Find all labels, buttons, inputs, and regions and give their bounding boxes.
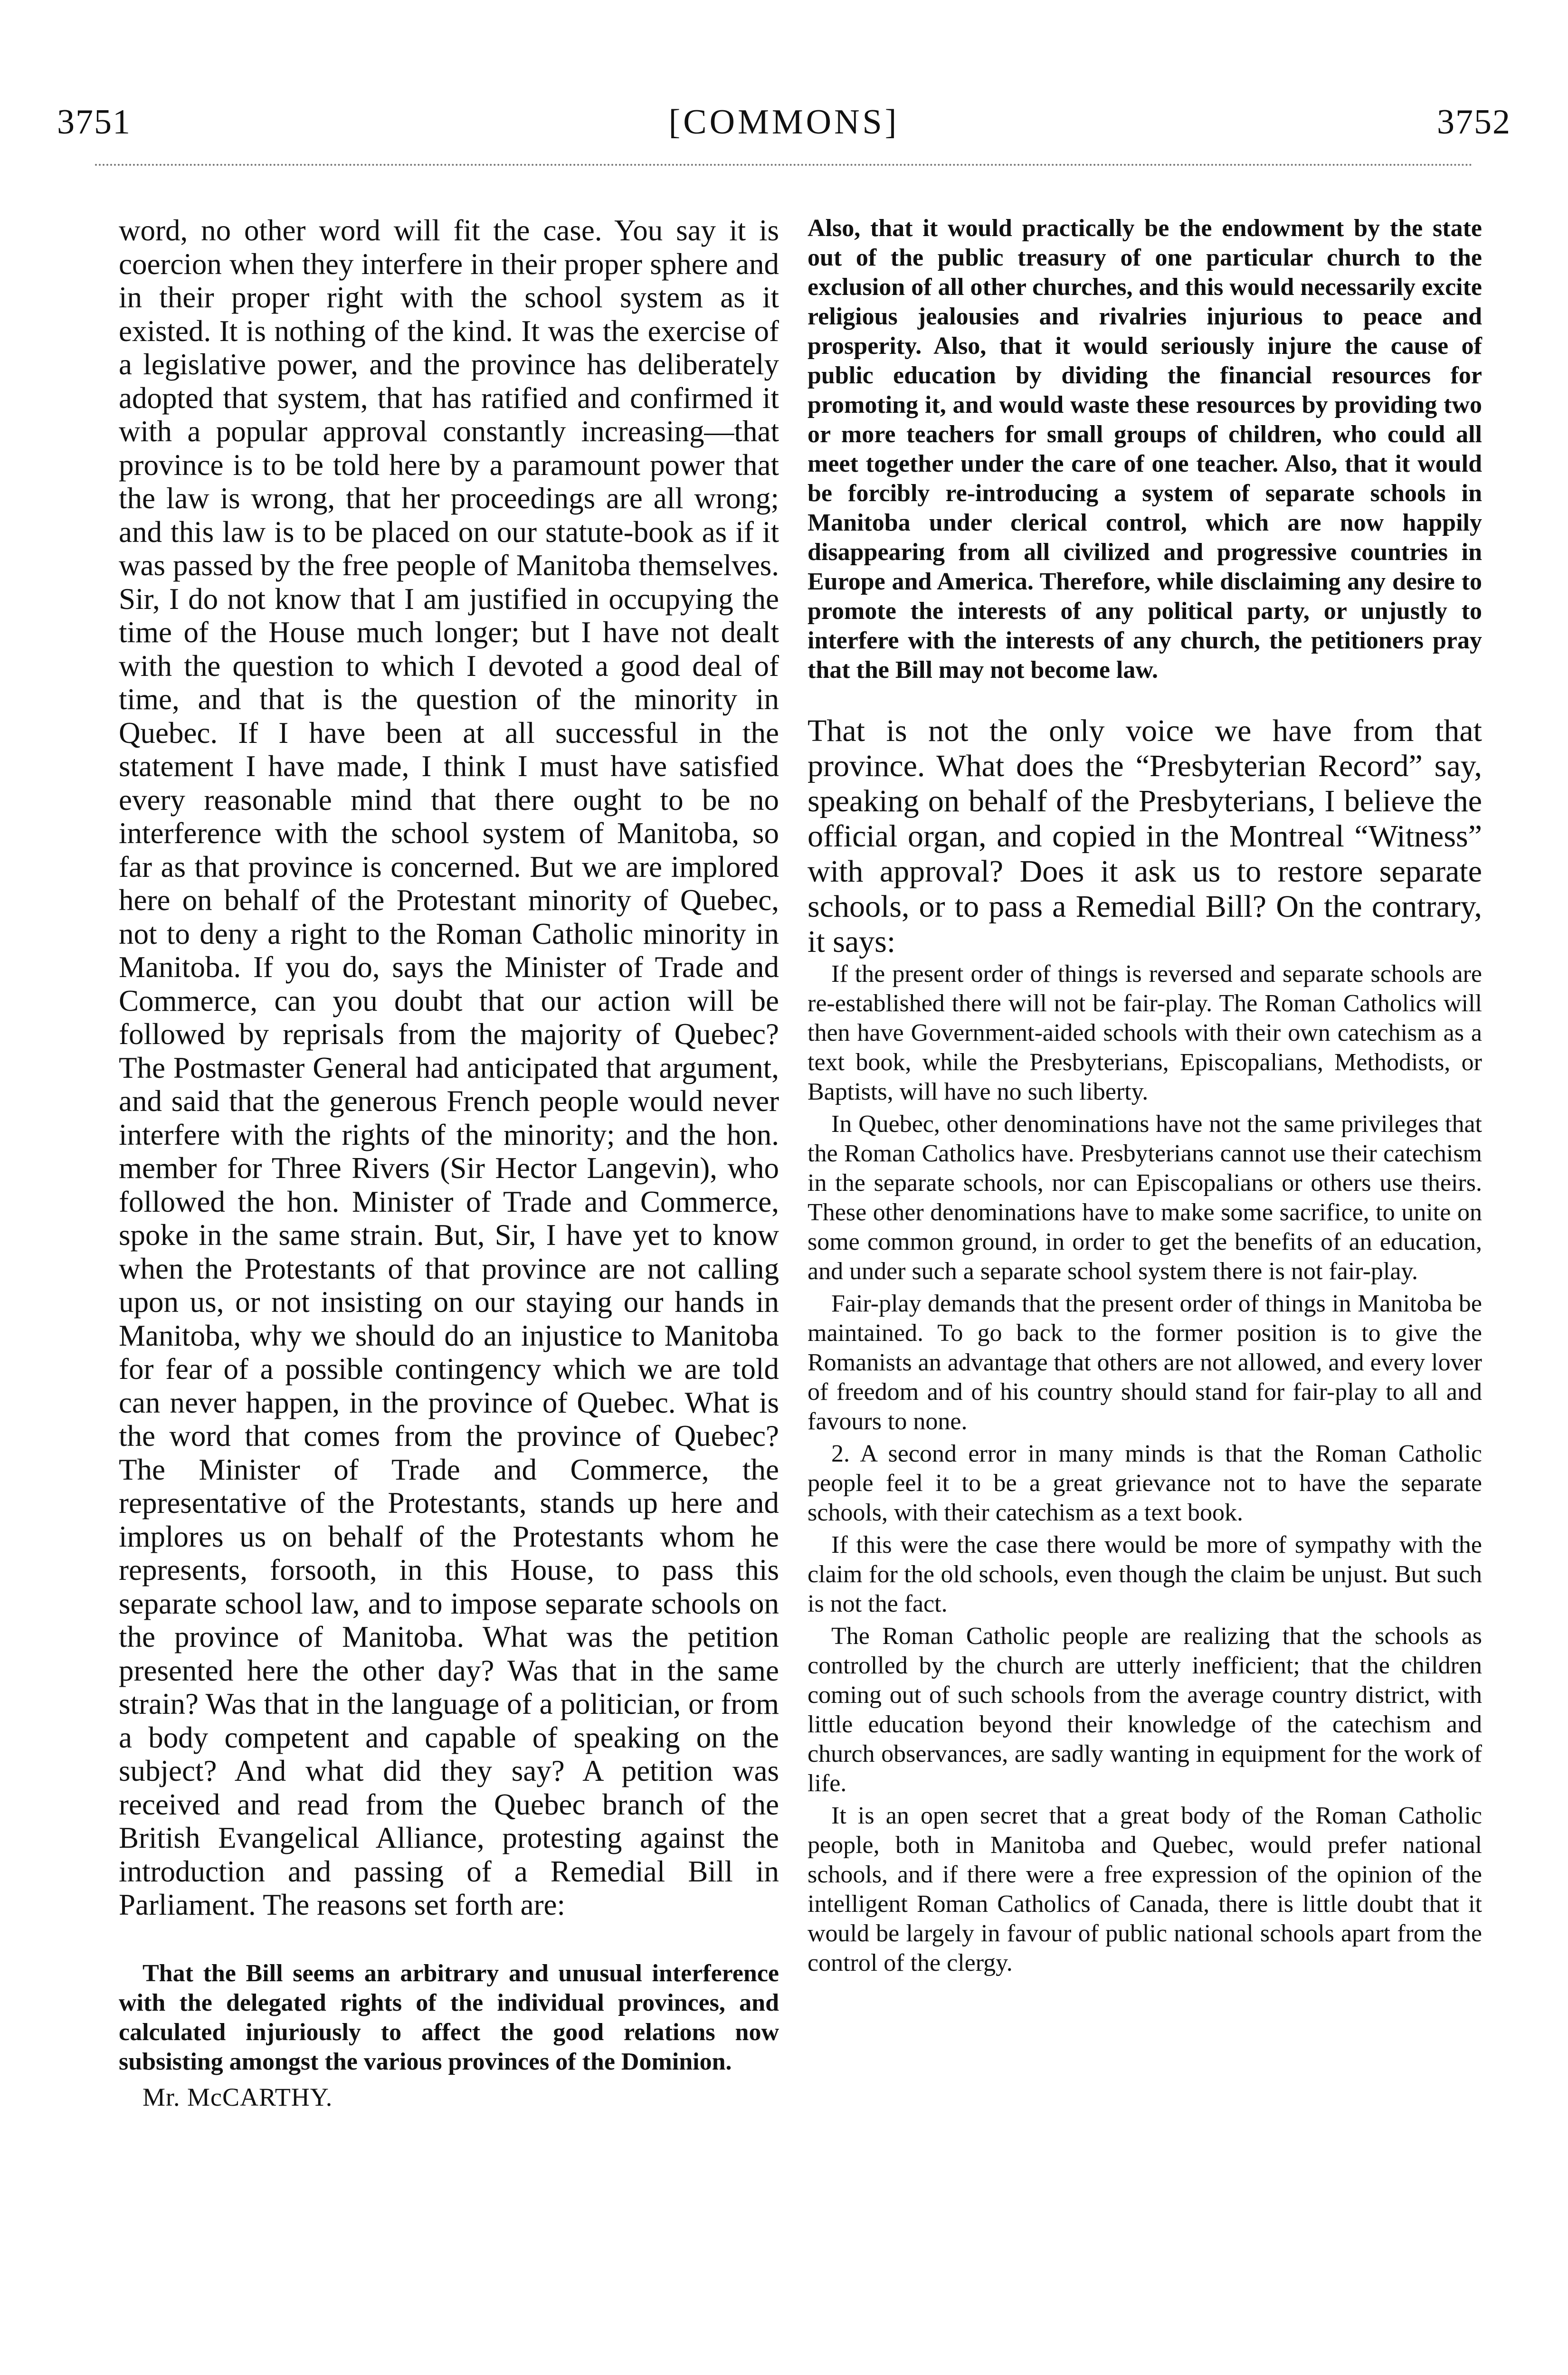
petition-quote-text: That the Bill seems an arbitrary and unusual interference with the delegated rights of the individual provinces, and calculated injuriously to affect the good relations now subsisting amongst the various provinces of the Dominion.: [119, 1959, 779, 2075]
speech-paragraph-right: That is not the only voice we have from that province. What does the “Presbyterian Record” say, speaking on behalf of the Presbyterians, I believe the official organ, and copied in the Montreal “Witness” with approval? Does it ask us to restore separate schools, or to pass a Remedial Bill? On the contrary, it says:: [808, 713, 1482, 959]
right-page-number: 3752: [1437, 103, 1511, 142]
speech-paragraph: word, no other word will fit the case. You say it is coercion when they interfere in their proper sphere and in their proper right with the school system as it existed. It is nothing of the kind. It was the exercise of a legislative power, and the province has deliberately adopted that system, that has ratified and confirmed it with a popular approval constantly increasing—that province is to be told here by a paramount power that the law is wrong, that her proceedings are all wrong; and this law is to be placed on our statute-book as if it was passed by the free people of Manitoba themselves. Sir, I do not know that I am justified in occupying the time of the House much longer; but I have not dealt with the question to which I devoted a good deal of time, and that is the question of the minority in Quebec. If I have been at all successful in the statement I have made, I think I must have satisfied every reasonable mind that there ought to be no interference with the school system of Manitoba, so far as that province is concerned. But we are implored here on behalf of the Protestant minority of Quebec, not to deny a right to the Roman Catholic minority in Manitoba. If you do, says the Minister of Trade and Commerce, can you doubt that our action will be followed by reprisals from the majority of Quebec? The Postmaster General had anticipated that argument, and said that the generous French people would never interfere with the rights of the minority; and the hon. member for Three Rivers (Sir Hector Langevin), who followed the hon. Minister of Trade and Commerce, spoke in the same strain. But, Sir, I have yet to know when the Protestants of that province are not calling upon us, or not insisting on our staying our hands in Manitoba, why we should do an injustice to Manitoba for fear of a possible contingency which we are told can never happen, in the province of Quebec. What is the word that comes from the province of Quebec? The Minister of Trade and Commerce, the representative of the Protestants, stands up here and implores us on behalf of the Protestants whom he represents, forsooth, in this House, to pass this separate school law, and to impose separate schools on the province of Manitoba. What was the petition presented here the other day? Was that in the same strain? Was that in the language of a politician, or from a body competent and capable of speaking on the subject? And what did they say? A petition was received and read from the Quebec branch of the British Evangelical Alliance, protesting against the introduction and passing of a Remedial Bill in Parliament. The reasons set forth are:: [119, 214, 779, 1921]
quote-paragraph: If this were the case there would be more of sympathy with the claim for the old schools, even though the claim be unjust. But such is not the fact.: [808, 1531, 1482, 1617]
right-column: [808, 214, 1482, 1981]
quote-paragraph: If the present order of things is reversed and separate schools are re-established there will not be fair-play. The Roman Catholics will then have Government-aided schools with their own catechism as a text book, while the Presbyterians, Episcopalians, Methodists, or Baptists, will have no such liberty.: [808, 960, 1482, 1105]
petition-quote-continued: [808, 214, 1482, 685]
petition-quote: [119, 1959, 779, 2077]
presbyterian-record-quote: [808, 960, 1482, 1978]
left-column: [119, 214, 779, 2114]
quote-paragraph: Fair-play demands that the present order of things in Manitoba be maintained. To go back to the former position is to give the Romanists an advantage that others are not allowed, and every lover of freedom and of his country should stand for fair-play to all and favours to none.: [808, 1290, 1482, 1435]
page-header: [43, 102, 1525, 159]
left-page-number: 3751: [57, 103, 131, 142]
quote-paragraph: In Quebec, other denominations have not the same privileges that the Roman Catholics have. Presbyterians cannot use their catechism in the separate schools, nor can Episcopalians or others use theirs. These other denominations have to make some sacrifice, to unite on some common ground, in order to get the benefits of an education, and under such a separate school system there is not fair-play.: [808, 1111, 1482, 1285]
quote-paragraph: 2. A second error in many minds is that the Roman Catholic people feel it to be a great grievance not to have the separate schools, with their catechism as a text book.: [808, 1440, 1482, 1526]
speaker-name: Mr. McCARTHY.: [143, 2082, 333, 2111]
header-divider: [95, 164, 1473, 169]
page-title: [COMMONS]: [668, 103, 900, 142]
quote-paragraph: The Roman Catholic people are realizing that the schools as controlled by the church are utterly inefficient; that the children coming out of such schools from the average country district, with little education beyond their knowledge of the catechism and church observances, are sadly wanting in equipment for the work of life.: [808, 1623, 1482, 1797]
quote-paragraph: It is an open secret that a great body of the Roman Catholic people, both in Manitoba and Quebec, would prefer national schools, and if there were a free expression of the opinion of the intelligent Roman Catholics of Canada, there is little doubt that it would be largely in favour of public national schools apart from the control of the clergy.: [808, 1802, 1482, 1976]
petition-quote-continued-text: Also, that it would practically be the endowment by the state out of the public treasury of one particular church to the exclusion of all other churches, and this would necessarily excite religious jealousies and rivalries injurious to peace and prosperity. Also, that it would seriously injure the cause of public education by dividing the financial resources for promoting it, and would waste these resources by providing two or more teachers for small groups of children, who could all meet together under the care of one teacher. Also, that it would be forcibly re-introducing a system of separate schools in Manitoba under clerical control, which are now happily disappearing from all civilized and progressive countries in Europe and America. Therefore, while disclaiming any desire to promote the interests of any political party, or unjustly to interfere with the interests of any church, the petitioners pray that the Bill may not become law.: [808, 215, 1482, 684]
